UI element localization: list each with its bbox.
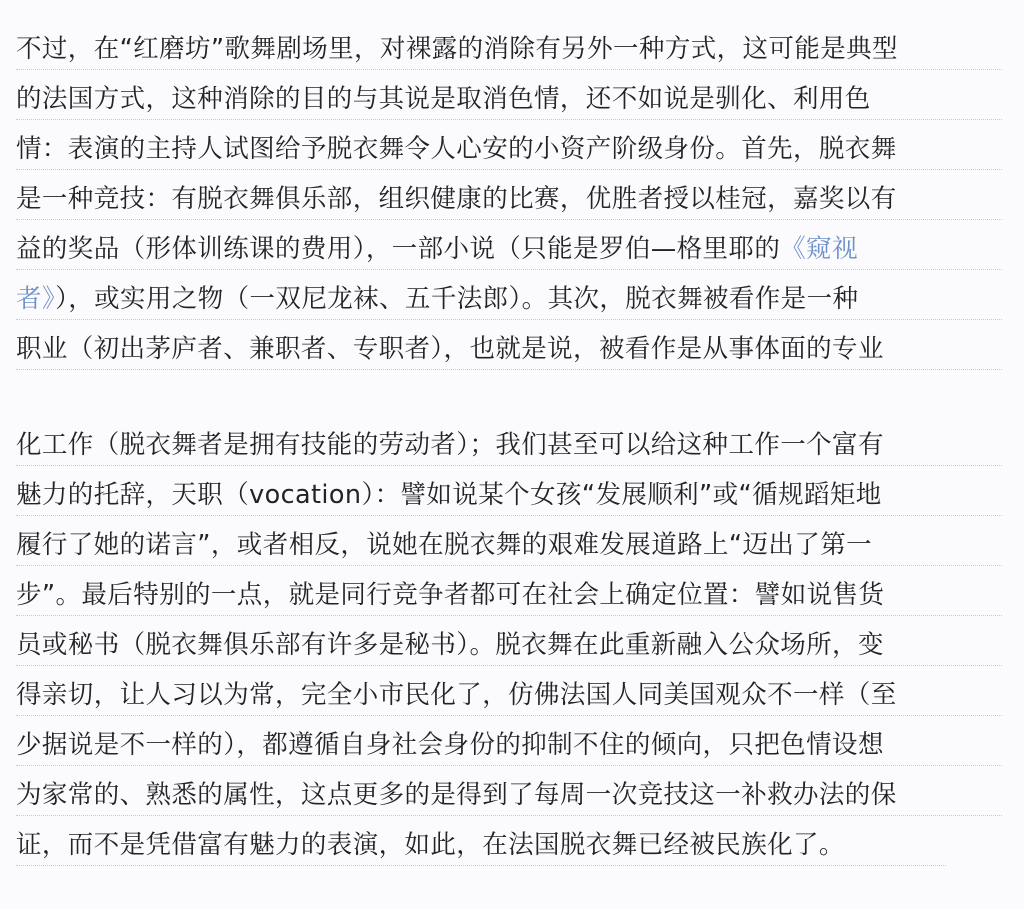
text-line: 职业（初出茅庐者、兼职者、专职者），也就是说，被看作是从事体面的专业 (16, 324, 1016, 374)
text-line: 化工作（脱衣舞者是拥有技能的劳动者）；我们甚至可以给这种工作一个富有 (16, 420, 1016, 470)
paragraph-1 (16, 24, 1016, 374)
text-line: 为家常的、熟悉的属性，这点更多的是得到了每周一次竞技这一补救办法的保 (16, 770, 1016, 820)
text-segment: ），或实用之物（一双尼龙袜、五千法郎）。其次，脱衣舞被看作是一种 (55, 284, 859, 314)
text-line (16, 274, 1016, 324)
text-segment: 益的奖品（形体训练课的费用），一部小说（只能是罗伯—格里耶的 (16, 234, 781, 264)
text-line: 情：表演的主持人试图给予脱衣舞令人心安的小资产阶级身份。首先，脱衣舞 (16, 124, 1016, 174)
text-line: 少据说是不一样的），都遵循自身社会身份的抑制不住的倾向，只把色情设想 (16, 720, 1016, 770)
text-line: 魅力的托辞，天职（vocation）：譬如说某个女孩“发展顺利”或“循规蹈矩地 (16, 470, 1016, 520)
text-line: 履行了她的诺言”，或者相反，说她在脱衣舞的艰难发展道路上“迈出了第一 (16, 520, 1016, 570)
text-line: 员或秘书（脱衣舞俱乐部有许多是秘书）。脱衣舞在此重新融入公众场所，变 (16, 620, 1016, 670)
text-line (16, 224, 1016, 274)
text-line: 的法国方式，这种消除的目的与其说是取消色情，还不如说是驯化、利用色 (16, 74, 1016, 124)
paragraph-2 (16, 420, 1016, 870)
text-line: 步”。最后特别的一点，就是同行竞争者都可在社会上确定位置：譬如说售货 (16, 570, 1016, 620)
text-line: 得亲切，让人习以为常，完全小市民化了，仿佛法国人同美国观众不一样（至 (16, 670, 1016, 720)
book-title-link[interactable]: 《窥视 (780, 234, 858, 264)
text-line: 证，而不是凭借富有魅力的表演，如此，在法国脱衣舞已经被民族化了。 (16, 820, 1016, 870)
book-title-link-continued[interactable]: 者》 (16, 284, 56, 314)
text-line: 不过，在“红磨坊”歌舞剧场里，对裸露的消除有另外一种方式，这可能是典型 (16, 24, 1016, 74)
text-line: 是一种竞技：有脱衣舞俱乐部，组织健康的比赛，优胜者授以桂冠，嘉奖以有 (16, 174, 1016, 224)
